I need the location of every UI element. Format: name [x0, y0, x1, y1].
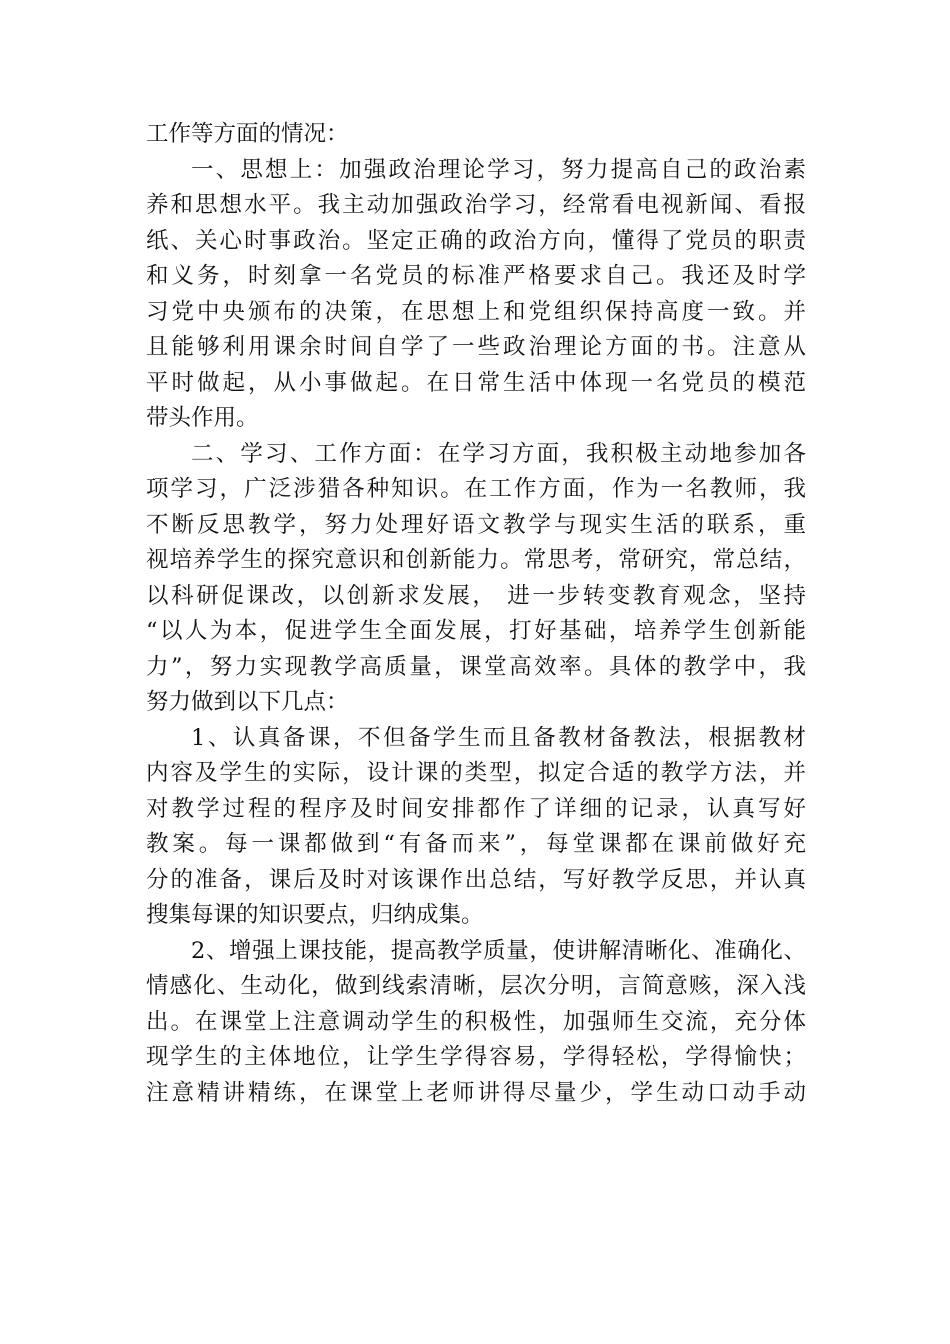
- paragraph-line: 2、增强上课技能，提高教学质量，使讲解清晰化、准确化、: [191, 937, 806, 964]
- paragraph-line: 视培养学生的探究意识和创新能力。常思考，常研究，常总结，: [146, 547, 806, 573]
- paragraph-line: 和义务，时刻拿一名党员的标准严格要求自己。我还及时学: [146, 263, 806, 289]
- paragraph-line: 教案。每一课都做到“有备而来”，每堂课都在课前做好充: [146, 831, 806, 857]
- paragraph-line: 一、思想上：加强政治理论学习，努力提高自己的政治素: [191, 156, 806, 183]
- paragraph-line: 二、学习、工作方面：在学习方面，我积极主动地参加各: [191, 440, 806, 467]
- paragraph-line: 项学习，广泛涉猎各种知识。在工作方面，作为一名教师，我: [146, 476, 806, 502]
- paragraph-line: 1、认真备课，不但备学生而且备教材备教法，根据教材: [191, 724, 806, 751]
- paragraph-line: 且能够利用课余时间自学了一些政治理论方面的书。注意从: [146, 334, 806, 360]
- paragraph-line: 带头作用。: [146, 405, 259, 431]
- document-body: [146, 117, 806, 1111]
- paragraph-line: 情感化、生动化，做到线索清晰，层次分明，言简意赅，深入浅: [146, 973, 806, 999]
- paragraph-line: 对教学过程的程序及时间安排都作了详细的记录，认真写好: [146, 795, 806, 822]
- paragraph-line: 分的准备，课后及时对该课作出总结，写好教学反思，并认真: [146, 866, 806, 893]
- paragraph-line: 搜集每课的知识要点，归纳成集。: [146, 902, 484, 928]
- paragraph-line: 不断反思教学，努力处理好语文教学与现实生活的联系，重: [146, 511, 806, 538]
- paragraph-line: 纸、关心时事政治。坚定正确的政治方向，懂得了党员的职责: [146, 227, 806, 254]
- paragraph-line: 习党中央颁布的决策，在思想上和党组织保持高度一致。并: [146, 298, 806, 325]
- paragraph-line: 养和思想水平。我主动加强政治学习，经常看电视新闻、看报: [146, 192, 806, 218]
- paragraph-line: 努力做到以下几点：: [146, 689, 349, 715]
- paragraph-line: 平时做起，从小事做起。在日常生活中体现一名党员的模范: [146, 369, 806, 396]
- paragraph-line: 以科研促课改，以创新求发展， 进一步转变教育观念，坚持: [146, 582, 806, 609]
- paragraph-line: 注意精讲精练，在课堂上老师讲得尽量少，学生动口动手动: [146, 1079, 806, 1106]
- paragraph-line: 现学生的主体地位，让学生学得容易，学得轻松，学得愉快；: [146, 1044, 806, 1070]
- paragraph-line: 工作等方面的情况：: [146, 121, 349, 147]
- paragraph-line: 力”，努力实现教学高质量，课堂高效率。具体的教学中，我: [146, 653, 806, 680]
- paragraph-line: 内容及学生的实际，设计课的类型，拟定合适的教学方法，并: [146, 760, 806, 786]
- paragraph-line: “以人为本，促进学生全面发展，打好基础，培养学生创新能: [146, 618, 806, 644]
- paragraph-line: 出。在课堂上注意调动学生的积极性，加强师生交流，充分体: [146, 1008, 806, 1035]
